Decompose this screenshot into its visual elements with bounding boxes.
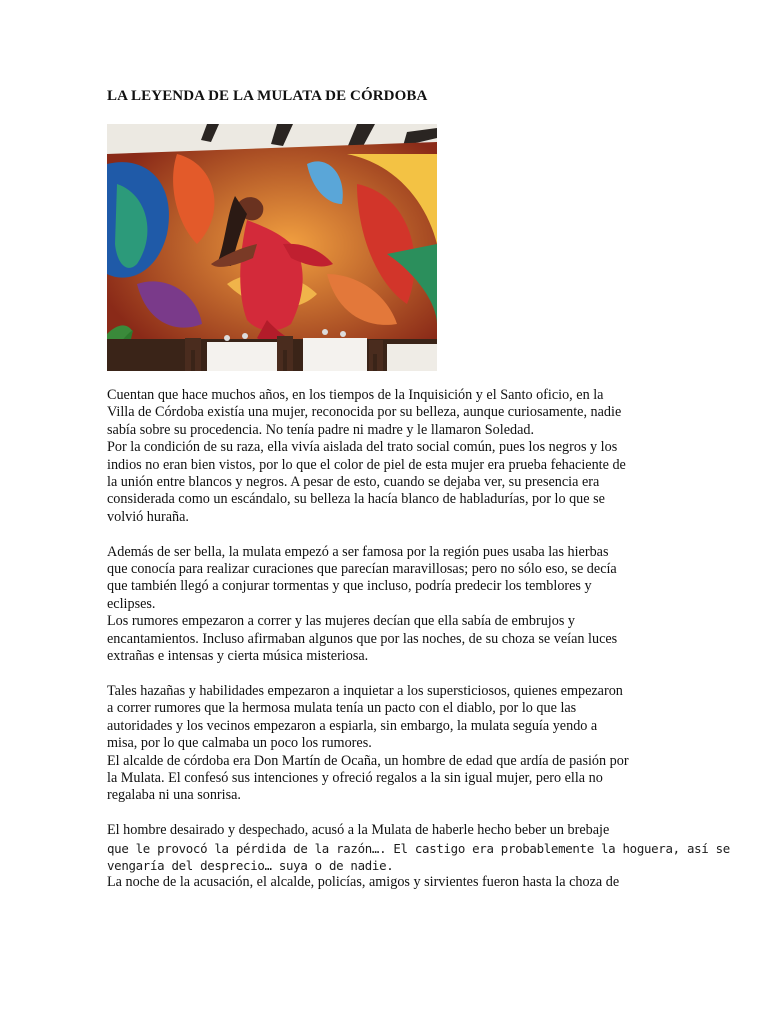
text-line: La noche de la acusación, el alcalde, policías, amigos y sirvientes fueron hasta la choza de [107,874,620,891]
text-line: Los rumores empezaron a correr y las mujeres decían que ella sabía de embrujos y [107,613,576,630]
text-line: Tales hazañas y habilidades empezaron a inquietar a los supersticiosos, quienes empezaron [107,682,623,699]
text-line: Villa de Córdoba existía una mujer, reconocida por su belleza, aunque curiosamente, nadie [107,404,622,421]
text-line: Por la condición de su raza, ella vivía aislada del trato social común, pues los negros y los [107,439,618,456]
text-line: que le provocó la pérdida de la razón…. El castigo era probablemente la hoguera, así se [107,840,730,856]
text-line: Además de ser bella, la mulata empezó a ser famosa por la región pues usaba las hierbas [107,543,609,560]
text-line: misa, por lo que calmaba un poco los rumores. [107,735,372,752]
text-line: El alcalde de córdoba era Don Martín de Ocaña, un hombre de edad que ardía de pasión por [107,752,629,769]
text-line: la unión entre blancos y negros. A pesar de esto, cuando se dejaba ver, su presencia era [107,474,600,491]
text-line: autoridades y los vecinos empezaron a espiarla, sin embargo, la mulata seguía yendo a [107,717,598,734]
paragraph-1 [107,387,667,526]
text-line: a correr rumores que la hermosa mulata tenía un pacto con el diablo, por lo que las [107,700,577,717]
text-line: eclipses. [107,595,156,612]
text-line: que conocía para realizar curaciones que parecían maravillosas; pero no sólo eso, se decía [107,561,617,578]
text-line: considerada como un escándalo, su belleza la hacía blanco de habladurías, por lo que se [107,491,605,508]
text-line: la Mulata. El confesó sus intenciones y ofreció regalos a la sin igual mujer, pero ella no [107,769,603,786]
document-title: LA LEYENDA DE LA MULATA DE CÓRDOBA [107,88,428,104]
paragraph-4 [107,822,730,892]
text-line: volvió huraña. [107,508,189,525]
mural-photo [107,124,437,371]
text-line: El hombre desairado y despechado, acusó a la Mulata de haberle hecho beber un brebaje [107,822,610,839]
text-line: Cuentan que hace muchos años, en los tiempos de la Inquisición y el Santo oficio, en la [107,387,604,403]
mural-illustration [107,124,437,371]
text-line: sabía sobre su procedencia. No tenía padre ni madre y le llamaron Soledad. [107,421,535,438]
text-line: regalaba ni una sonrisa. [107,787,241,804]
text-line: indios no eran bien vistos, por lo que el color de piel de esta mujer era prueba fehaciente de [107,456,626,473]
text-line: encantamientos. Incluso afirmaban algunos que por las noches, de su choza se veían luces [107,630,618,647]
text-line: extrañas e intensas y cierta música misteriosa. [107,648,369,665]
paragraph-2 [107,544,667,666]
document-body [107,387,730,892]
paragraph-3 [107,683,667,805]
text-line: vengaría del desprecio… suya o de nadie. [107,857,394,873]
text-line: que también llegó a conjurar tormentas y que incluso, podría predecir los temblores y [107,578,592,595]
